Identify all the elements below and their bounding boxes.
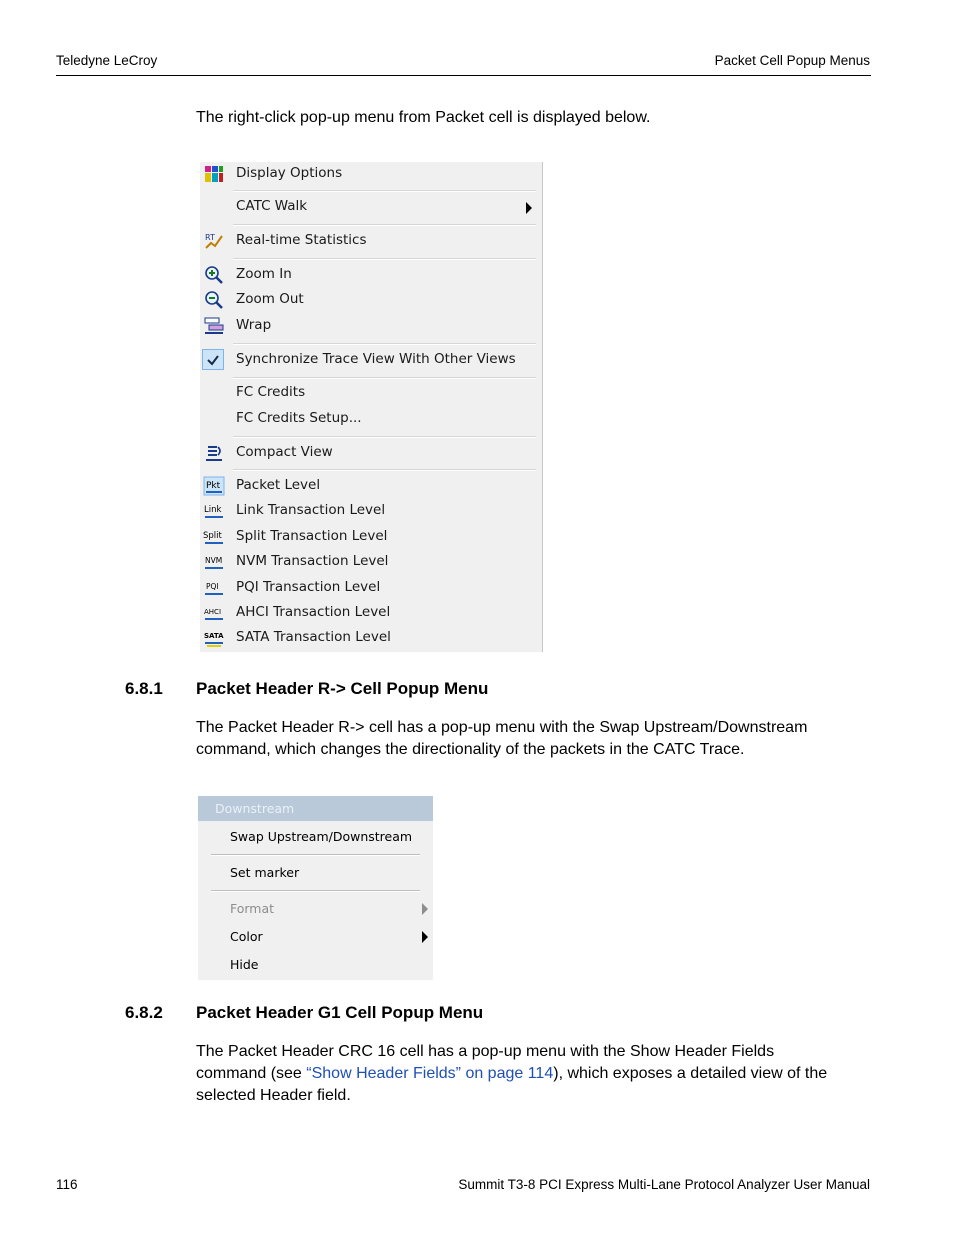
menu-item-nvm-transaction-level[interactable] [200,550,540,574]
menu-separator [233,258,536,260]
svg-text:RT: RT [205,233,215,242]
menu-item-catc-walk[interactable] [200,195,540,219]
menu-item-label: Synchronize Trace View With Other Views [236,351,516,367]
section-number: 6.8.2 [125,1003,163,1022]
realtime-statistics-icon [203,231,225,251]
menu-item-swap-upstream-downstream[interactable] [198,825,433,849]
menu-item-fc-credits[interactable] [200,381,540,405]
section-heading-6-8-1 [125,679,488,699]
menu-item-packet-level[interactable] [200,474,540,498]
header-left: Teledyne LeCroy [56,53,158,68]
zoom-out-icon [203,290,225,310]
menu-separator [233,190,536,192]
menu-item-sata-transaction-level[interactable] [200,626,540,650]
menu-item-label: Hide [230,957,259,972]
link-icon [203,501,225,521]
paragraph-line: selected Header field. [196,1087,351,1104]
menu-item-label: Link Transaction Level [236,502,386,518]
paragraph-line: command, which changes the directionality of the packets in the CATC Trace. [196,741,745,758]
svg-text:PQI: PQI [206,582,219,591]
show-header-fields-link[interactable]: “Show Header Fields” on page 114 [306,1065,554,1082]
menu-item-hide[interactable] [198,953,433,977]
menu-item-split-transaction-level[interactable] [200,525,540,549]
pqi-icon [203,578,225,598]
menu-item-label: FC Credits Setup... [236,410,362,426]
nvm-icon [203,552,225,572]
menu-item-zoom-out[interactable] [200,288,540,312]
menu-item-label: Set marker [230,865,300,880]
paragraph-line: The Packet Header R-> cell has a pop-up menu with the Swap Upstream/Downstream [196,719,808,736]
menu-item-format [198,897,433,921]
menu-item-ahci-transaction-level[interactable] [200,601,540,625]
section-number: 6.8.1 [125,679,163,698]
menu-item-label: Format [230,901,275,916]
page-number: 116 [56,1177,78,1192]
packet-cell-popup-menu [200,162,543,652]
menu-item-label: Real-time Statistics [236,232,367,248]
text-fragment: command (see [196,1065,307,1082]
section-heading-6-8-2 [125,1003,483,1023]
menu-item-label: PQI Transaction Level [236,579,381,595]
menu-item-zoom-in[interactable] [200,263,540,287]
svg-text:Split: Split [203,531,222,541]
submenu-arrow-icon [422,903,428,915]
menu-item-label: Split Transaction Level [236,528,388,544]
wrap-icon [203,316,225,336]
packet-header-popup-menu [198,796,433,980]
menu-separator [233,436,536,438]
menu-separator [233,343,536,345]
menu-item-display-options[interactable] [200,162,540,186]
menu-item-label: AHCI Transaction Level [236,604,391,620]
menu-item-color[interactable] [198,925,433,949]
svg-text:SATA: SATA [204,632,224,640]
menu-item-fc-credits-setup[interactable] [200,407,540,431]
menu-item-label: FC Credits [236,384,306,400]
menu-item-label: NVM Transaction Level [236,553,389,569]
menu-title-bar [198,796,433,821]
menu-separator [211,854,420,856]
menu-item-set-marker[interactable] [198,861,433,885]
sata-icon [203,628,225,648]
text-fragment: ), which exposes a detailed view of the [553,1065,828,1082]
menu-item-pqi-transaction-level[interactable] [200,576,540,600]
menu-item-label: SATA Transaction Level [236,629,391,645]
menu-item-label: Display Options [236,165,343,181]
svg-text:Link: Link [204,505,222,515]
menu-item-label: Swap Upstream/Downstream [230,829,413,844]
menu-item-wrap[interactable] [200,314,540,338]
menu-item-synchronize-trace-view[interactable] [200,348,540,372]
menu-item-label: Color [230,929,263,944]
menu-item-realtime-statistics[interactable] [200,229,540,253]
menu-item-label: Zoom Out [236,291,304,307]
intro-paragraph: The right-click pop-up menu from Packet cell is displayed below. [196,109,651,126]
menu-item-label: Packet Level [236,477,321,493]
menu-item-link-transaction-level[interactable] [200,499,540,523]
menu-separator [233,224,536,226]
svg-text:AHCI: AHCI [204,608,222,616]
menu-separator [233,469,536,471]
menu-item-compact-view[interactable] [200,441,540,465]
paragraph-line [196,1063,876,1085]
section2-paragraph [196,1041,876,1107]
menu-item-label: CATC Walk [236,198,308,214]
display-options-icon [203,164,225,184]
check-icon [202,349,224,370]
pkt-icon [203,476,225,496]
submenu-arrow-icon [526,202,532,214]
zoom-in-icon [203,265,225,285]
menu-item-label: Compact View [236,444,333,460]
section-title: Packet Header R-> Cell Popup Menu [196,679,489,698]
svg-text:Pkt: Pkt [206,481,221,491]
menu-separator [233,377,536,379]
split-icon [203,527,225,547]
menu-separator [211,890,420,892]
section1-paragraph [196,717,876,761]
menu-item-label: Wrap [236,317,272,333]
menu-title: Downstream [215,801,295,816]
compact-view-icon [203,443,225,463]
section-title: Packet Header G1 Cell Popup Menu [196,1003,484,1022]
paragraph-line: The Packet Header CRC 16 cell has a pop-up menu with the Show Header Fields [196,1043,775,1060]
submenu-arrow-icon [422,931,428,943]
menu-item-label: Zoom In [236,266,292,282]
svg-text:NVM: NVM [205,556,223,565]
header-right: Packet Cell Popup Menus [714,53,870,68]
header-rule [56,75,871,76]
footer-title: Summit T3-8 PCI Express Multi-Lane Protocol Analyzer User Manual [458,1177,870,1192]
ahci-icon [203,603,225,623]
